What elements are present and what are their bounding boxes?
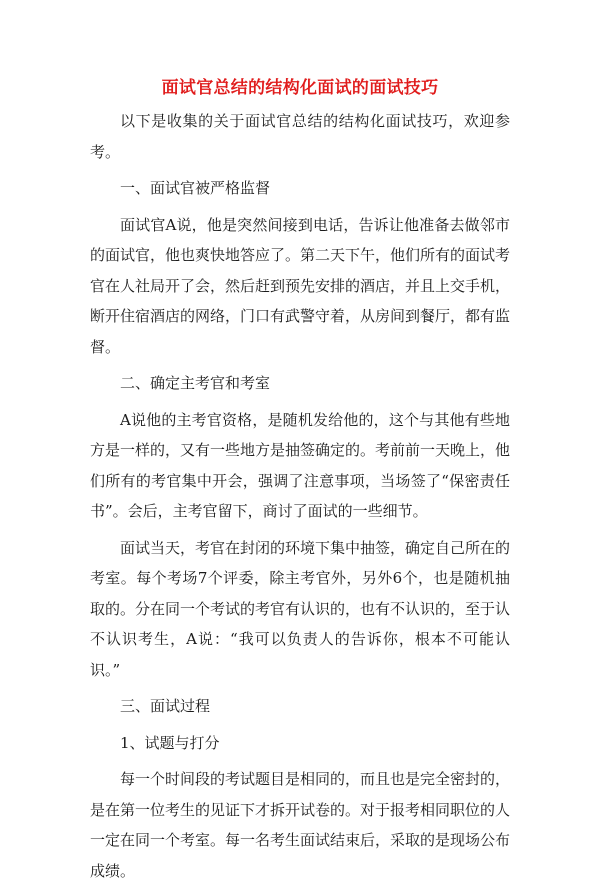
body-paragraph: 每一个时间段的考试题目是相同的，而且也是完全密封的，是在第一位考生的见证下才拆开试卷的。对于报考相同职位的人一定在同一个考室。每一名考生面试结束后，采取的是现场公布成绩。 — [90, 770, 511, 880]
document-body — [90, 106, 510, 892]
section-heading-3: 三、面试过程 — [120, 697, 211, 715]
section-heading-1: 一、面试官被严格监督 — [120, 179, 271, 197]
document-title: 面试官总结的结构化面试的面试技巧 — [161, 78, 439, 98]
intro-paragraph: 以下是收集的关于面试官总结的结构化面试技巧，欢迎参考。 — [90, 112, 510, 161]
body-paragraph: 面试官A说，他是突然间接到电话，告诉让他准备去做邻市的面试官，他也爽快地答应了。第二天下午，他们所有的面试考官在人社局开了会，然后赶到预先安排的酒店，并且上交手机，断开住宿酒店的网络，门口有武警守着，从房间到餐厅，都有监督。 — [90, 215, 511, 356]
subsection-heading-1: 1、试题与打分 — [120, 733, 220, 752]
section-heading-2: 二、确定主考官和考室 — [120, 374, 271, 392]
body-paragraph: 面试当天，考官在封闭的环境下集中抽签，确定自己所在的考室。每个考场7个评委，除主考官外，另外6个，也是随机抽取的。分在同一个考试的考官有认识的，也有不认识的，至于认不认识考生，A说：“我可以负责人的告诉你，根本不可能认识。” — [90, 538, 511, 679]
body-paragraph: A说他的主考官资格，是随机发给他的，这个与其他有些地方是一样的，又有一些地方是抽签确定的。考前前一天晚上，他们所有的考官集中开会，强调了注意事项，当场签了“保密责任书”。会后，主考官留下，商讨了面试的一些细节。 — [90, 410, 511, 520]
